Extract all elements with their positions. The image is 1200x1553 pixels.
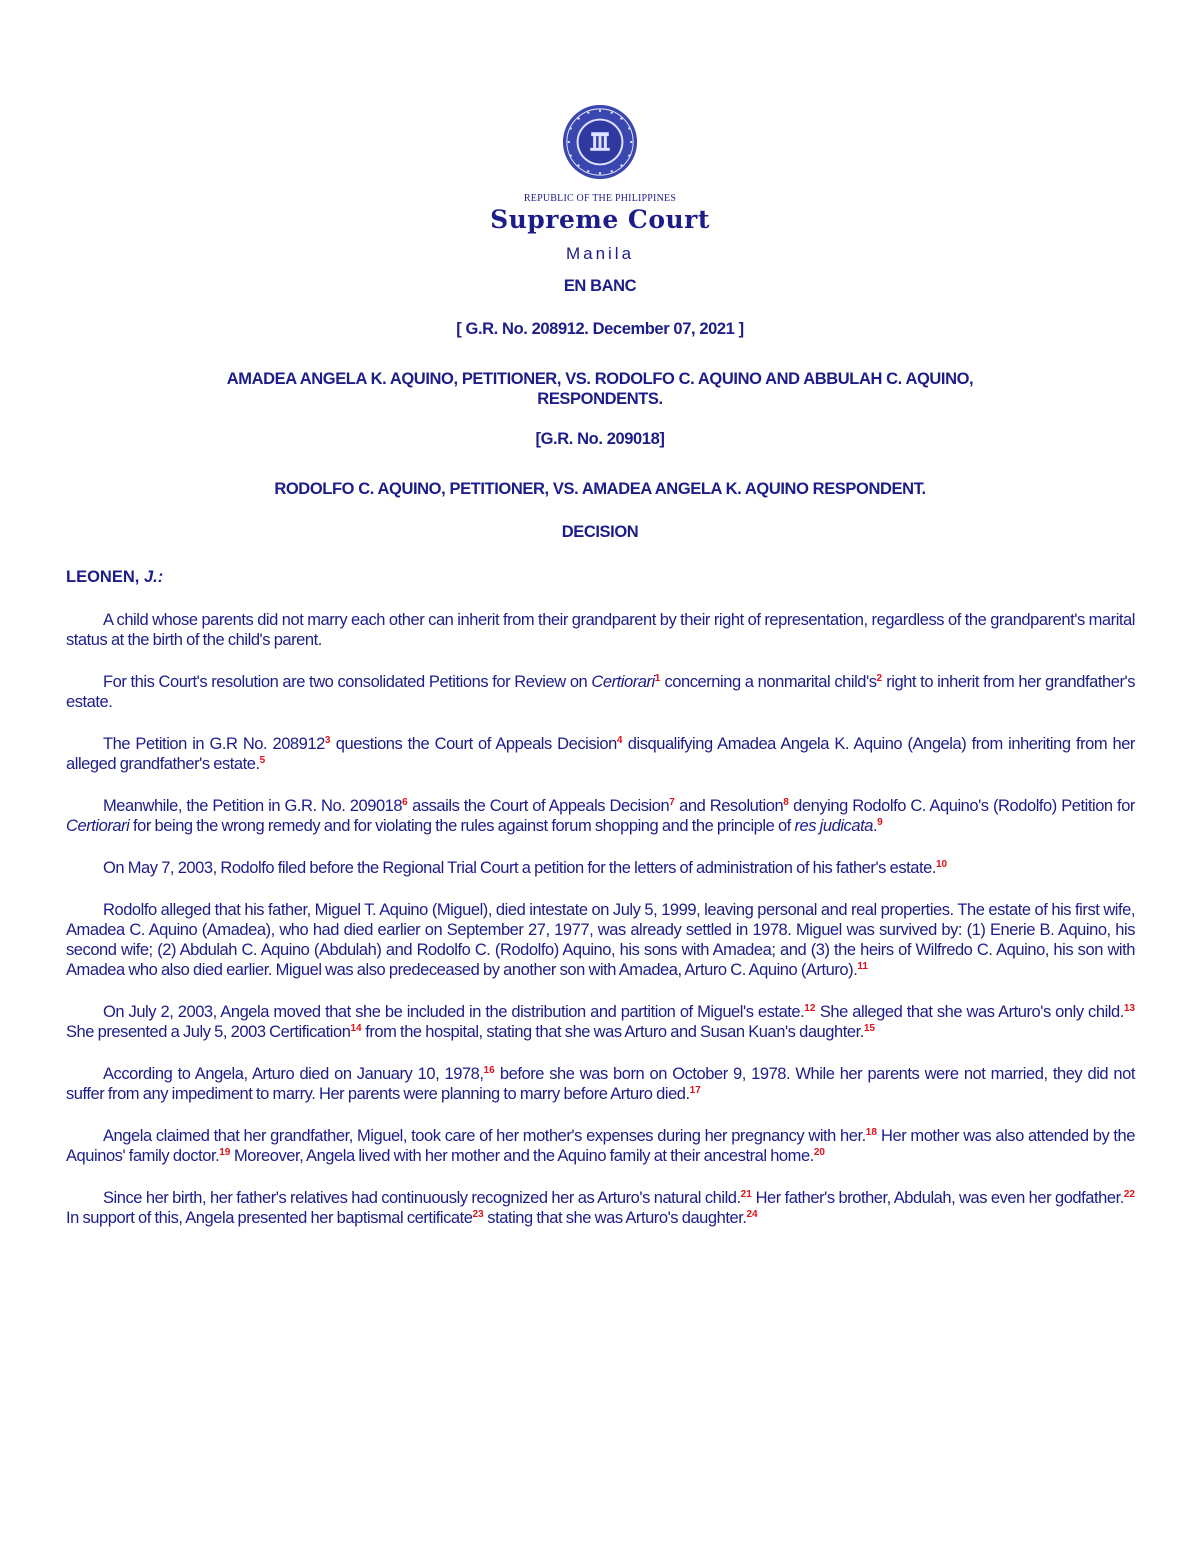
paragraph-9: Angela claimed that her grandfather, Miguel, took care of her mother's expenses during her pregnancy with her.$^{18}$ Her mother was also attended by the Aquinos' family doctor.$^{19}$ Moreover, Angela lived with her mother and the Aquino family at their ancestral home.$^{20}$ [66,1127,1135,1165]
footnote-14[interactable]: 14 [350,1023,362,1034]
footnote-8[interactable]: 8 [783,797,789,808]
footnote-12[interactable]: 12 [804,1003,816,1014]
footnote-21[interactable]: 21 [740,1189,752,1200]
footnote-19[interactable]: 19 [219,1147,231,1158]
decision-heading: DECISION [561,523,639,541]
footnote-6[interactable]: 6 [402,797,408,808]
case-number-1: [ G.R. No. 208912. December 07, 2021 ] [456,320,744,338]
ponente-title: J.: [143,568,164,586]
republic-label: REPUBLIC OF THE PHILIPPINES [523,193,677,204]
footnote-4[interactable]: 4 [616,735,623,746]
paragraph-7: On July 2, 2003, Angela moved that she be included in the distribution and partition of Miguel's estate.$^{12}$ She alleged that she was Arturo's only child.$^{13}$ She presented a July 5, 2003 Certification$^{14}$ from the hospital, stating that she was Arturo and Susan Kuan's daughter.$^{15}$ [66,1003,1135,1041]
ponente [66,568,163,587]
footnote-1[interactable]: 1 [654,673,661,684]
paragraph-6: Rodolfo alleged that his father, Miguel T. Aquino (Miguel), died intestate on July 5, 1999, leaving personal and real properties. The estate of his first wife, Amadea C. Aquino (Amadea), who had died earlier on September 27, 1977, was already settled in 1978. Miguel was survived by: (1) Enerie B. Aquino, his second wife; (2) Abdulah C. Aquino (Abdulah) and Rodolfo C. (Rodolfo) Aquino, his sons with Amadea; and (3) the heirs of Wilfredo C. Aquino, his son with Amadea who also died earlier. Miguel was also predeceased by another son with Amadea, Arturo C. Aquino (Arturo).$^{11}$ [66,901,1135,979]
paragraph-8: According to Angela, Arturo died on January 10, 1978,16 before she was born on October 9, 1978. While her parents were not married, they did not suffer from any impediment to marry. Her parents were planning to marry before Arturo died.$^{17}$ [66,1065,1135,1103]
footnote-17[interactable]: 17 [689,1085,701,1096]
footnote-20[interactable]: 20 [813,1147,825,1158]
paragraph-3: The Petition in G.R No. 208912$^3$ questions the Court of Appeals Decision$^4$ disqualifying Amadea Angela K. Aquino (Angela) from inheriting from her alleged grandfather's estate.$^5$ [66,735,1135,773]
footnote-9[interactable]: 9 [877,817,883,828]
paragraph-10: Since her birth, her father's relatives had continuously recognized her as Arturo's natural child.$^{21}$ Her father's brother, Abdulah, was even her godfather.$^{22}$ In support of this, Angela presented her baptismal certificate$^{23}$ stating that she was Arturo's daughter.$^{24}$ [66,1189,1135,1227]
footnote-5[interactable]: 5 [259,755,266,766]
case-number-2: [G.R. No. 209018] [535,430,665,448]
paragraph-2: For this Court's resolution are two consolidated Petitions for Review on Certiorari$^1$ concerning a nonmarital child's$^2$ right to inherit from her grandfather's estate. [66,673,1135,711]
footnote-22[interactable]: 22 [1123,1189,1135,1200]
ponente-name: LEONEN, [66,568,140,586]
case-title-1-line-1: AMADEA ANGELA K. AQUINO, PETITIONER, VS. RODOLFO C. AQUINO AND ABBULAH C. AQUINO, [226,370,974,388]
supreme-court-seal-icon [561,103,639,181]
footnote-23[interactable]: 23 [472,1209,484,1220]
footnote-24[interactable]: 24 [746,1209,758,1220]
footnote-16[interactable]: 16 [483,1065,495,1076]
case-title-2: RODOLFO C. AQUINO, PETITIONER, VS. AMADEA ANGELA K. AQUINO RESPONDENT. [274,480,926,498]
case-title-1 [0,369,1200,409]
footnote-15[interactable]: 15 [863,1023,875,1034]
paragraph-5: On May 7, 2003, Rodolfo filed before the Regional Trial Court a petition for the letters of administration of his father's estate.$^{10}$ [103,859,948,877]
footnote-11[interactable]: 11 [857,961,868,972]
footnote-7[interactable]: 7 [669,797,675,808]
footnote-13[interactable]: 13 [1123,1003,1135,1014]
footnote-2[interactable]: 2 [876,673,883,684]
footnote-3[interactable]: 3 [324,735,331,746]
case-title-1-line-2: RESPONDENTS. [537,390,663,408]
footnote-18[interactable]: 18 [865,1127,877,1138]
court-city: Manila [565,244,635,263]
decision-body [66,610,1135,1250]
paragraph-4: Meanwhile, the Petition in G.R. No. 209018$^6$ assails the Court of Appeals Decision$^7$ and Resolution$^8$ denying Rodolfo C. Aquino's (Rodolfo) Petition for Certiorari for being the wrong remedy and for violating the rules against forum shopping and the principle of res judicata.$^9$ [66,797,1135,835]
paragraph-1: A child whose parents did not marry each other can inherit from their grandparent by their right of representation, regardless of the grandparent's marital status at the birth of the child's parent. [66,611,1135,649]
footnote-10[interactable]: 10 [935,859,948,870]
court-name: Supreme Court [490,205,710,234]
division-label: EN BANC [563,277,637,295]
